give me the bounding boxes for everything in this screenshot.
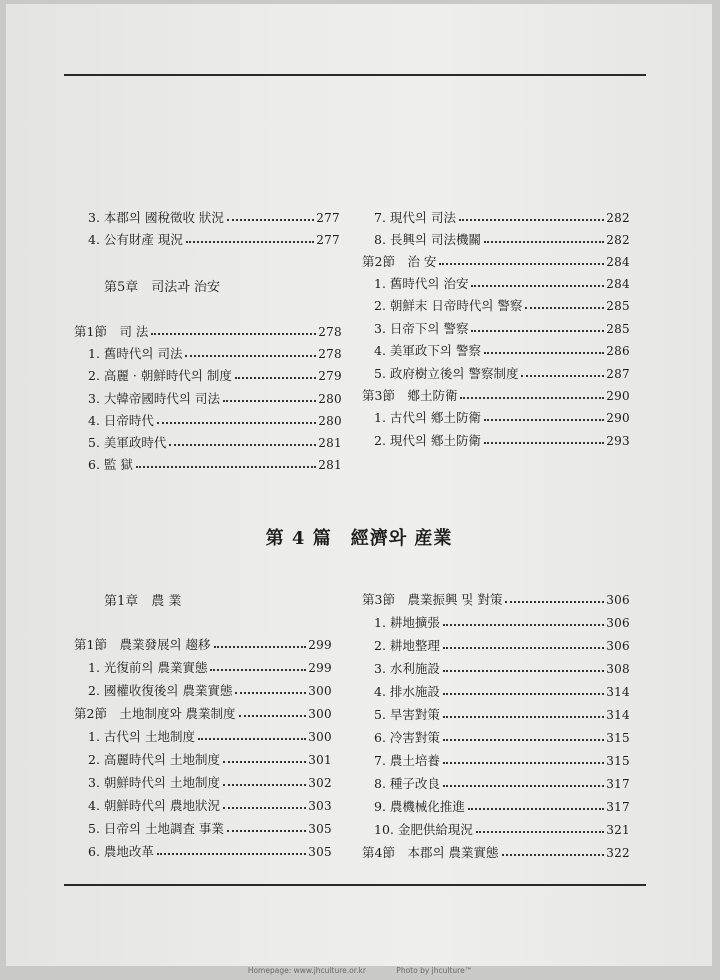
leader-dots <box>502 854 605 856</box>
toc-entry-page: 317 <box>606 777 630 791</box>
leader-dots <box>157 422 316 424</box>
toc-entry-page: 306 <box>606 639 630 653</box>
toc-entry-title: 4. 排水施設 <box>374 683 440 699</box>
leader-dots <box>525 307 604 309</box>
toc-entry-title: 4. 日帝時代 <box>88 412 154 428</box>
toc-entry-title: 1. 古代의 土地制度 <box>88 728 195 744</box>
toc-entry <box>88 838 332 858</box>
leader-dots <box>185 355 316 357</box>
toc-entry-title: 第3節 鄕土防衛 <box>362 387 458 403</box>
photo-credit: Photo by jhculture™ <box>396 966 473 975</box>
toc-entry <box>374 270 630 290</box>
toc-entry-page: 300 <box>308 707 332 721</box>
toc-section-entry <box>362 586 630 606</box>
toc-section-entry <box>362 839 630 859</box>
leader-dots <box>227 219 314 221</box>
toc-entry <box>374 292 630 312</box>
leader-dots <box>223 761 306 763</box>
toc-entry-page: 315 <box>606 731 630 745</box>
leader-dots <box>484 352 604 354</box>
toc-entry-page: 282 <box>606 233 630 247</box>
toc-entry <box>374 360 630 380</box>
toc-entry <box>374 655 630 675</box>
toc-entry-page: 279 <box>318 369 342 383</box>
toc-entry <box>88 204 340 224</box>
toc-entry <box>374 747 630 767</box>
toc-entry <box>374 632 630 652</box>
leader-dots <box>210 669 306 671</box>
toc-entry-title: 5. 美軍政時代 <box>88 434 167 450</box>
leader-dots <box>471 285 604 287</box>
toc-entry-title: 8. 長興의 司法機關 <box>374 231 481 247</box>
leader-dots <box>443 670 604 672</box>
leader-dots <box>223 807 306 809</box>
toc-entry <box>374 678 630 698</box>
top-rule <box>64 74 646 76</box>
toc-entry-title: 1. 光復前의 農業實態 <box>88 659 208 675</box>
toc-entry-title: 3. 日帝下의 警察 <box>374 320 469 336</box>
toc-entry-title: 9. 農機械化推進 <box>374 798 465 814</box>
toc-entry-title: 5. 旱害對策 <box>374 706 440 722</box>
toc-entry-title: 4. 朝鮮時代의 農地狀況 <box>88 797 220 813</box>
leader-dots <box>443 785 604 787</box>
toc-entry <box>374 204 630 224</box>
toc-entry <box>374 337 630 357</box>
toc-section-entry <box>74 318 342 338</box>
toc-entry <box>374 609 630 629</box>
leader-dots <box>136 466 316 468</box>
leader-dots <box>468 808 604 810</box>
toc-entry-page: 280 <box>318 392 342 406</box>
toc-entry-title: 1. 耕地擴張 <box>374 614 440 630</box>
toc-entry <box>374 315 630 335</box>
toc-entry <box>374 816 630 836</box>
toc-entry-page: 314 <box>606 685 630 699</box>
toc-entry-title: 6. 農地改革 <box>88 843 154 859</box>
toc-entry-title: 3. 朝鮮時代의 土地制度 <box>88 774 220 790</box>
leader-dots <box>443 647 604 649</box>
chapter-heading: 第1章 農 業 <box>104 594 182 609</box>
toc-entry-title: 第1節 司 法 <box>74 323 149 339</box>
toc-entry-page: 308 <box>606 662 630 676</box>
toc-entry <box>88 429 342 449</box>
part-title: 第 4 篇 經濟와 産業 <box>265 528 453 549</box>
leader-dots <box>476 831 604 833</box>
leader-dots <box>439 263 604 265</box>
toc-entry-title: 10. 金肥供給現況 <box>374 821 473 837</box>
toc-entry-title: 第1節 農業發展의 趨移 <box>74 636 211 652</box>
toc-entry-title: 2. 朝鮮末 日帝時代의 警察 <box>374 297 523 313</box>
toc-entry-page: 285 <box>606 299 630 313</box>
toc-entry-page: 284 <box>606 255 630 269</box>
toc-entry-page: 281 <box>318 458 342 472</box>
toc-entry-title: 第4節 本郡의 農業實態 <box>362 844 499 860</box>
toc-entry-page: 293 <box>606 434 630 448</box>
toc-entry-title: 第2節 土地制度와 農業制度 <box>74 705 236 721</box>
toc-entry-title: 1. 古代의 鄕土防衛 <box>374 409 481 425</box>
toc-entry <box>88 451 342 471</box>
toc-entry-title: 2. 高麗 · 朝鮮時代의 制度 <box>88 367 232 383</box>
bottom-rule <box>64 884 646 886</box>
leader-dots <box>214 646 307 648</box>
toc-entry <box>88 226 340 246</box>
leader-dots <box>443 739 604 741</box>
toc-entry-page: 305 <box>308 845 332 859</box>
toc-entry <box>374 701 630 721</box>
leader-dots <box>235 377 316 379</box>
toc-entry <box>88 677 332 697</box>
toc-entry-title: 第2節 治 安 <box>362 253 437 269</box>
toc-entry-title: 2. 現代의 鄕土防衛 <box>374 432 481 448</box>
leader-dots <box>459 219 604 221</box>
leader-dots <box>239 715 307 717</box>
toc-entry-page: 278 <box>318 347 342 361</box>
toc-entry <box>374 770 630 790</box>
toc-entry <box>88 362 342 382</box>
toc-entry-page: 303 <box>308 799 332 813</box>
toc-entry <box>374 404 630 424</box>
toc-entry-page: 285 <box>606 322 630 336</box>
toc-entry-page: 280 <box>318 414 342 428</box>
book-page <box>6 4 712 966</box>
chapter-heading: 第5章 司法과 治安 <box>104 280 220 295</box>
toc-entry <box>88 385 342 405</box>
leader-dots <box>227 830 306 832</box>
toc-section-entry <box>362 382 630 402</box>
leader-dots <box>484 241 604 243</box>
toc-section-entry <box>74 700 332 720</box>
toc-entry-page: 290 <box>606 411 630 425</box>
toc-entry-title: 5. 政府樹立後의 警察制度 <box>374 365 519 381</box>
toc-entry-title: 4. 美軍政下의 警察 <box>374 342 481 358</box>
toc-entry-title: 6. 監 獄 <box>88 456 133 472</box>
toc-entry-page: 306 <box>606 593 630 607</box>
toc-entry-page: 282 <box>606 211 630 225</box>
toc-entry-page: 277 <box>316 211 340 225</box>
toc-entry-page: 290 <box>606 389 630 403</box>
leader-dots <box>151 333 316 335</box>
toc-entry-title: 7. 現代의 司法 <box>374 209 456 225</box>
toc-entry-page: 322 <box>606 846 630 860</box>
leader-dots <box>471 330 604 332</box>
leader-dots <box>223 400 316 402</box>
toc-entry <box>88 723 332 743</box>
toc-entry <box>374 226 630 246</box>
toc-entry-page: 299 <box>308 638 332 652</box>
toc-entry-title: 3. 本郡의 國稅徵收 狀況 <box>88 209 224 225</box>
toc-entry <box>88 746 332 766</box>
toc-entry-title: 2. 耕地整理 <box>374 637 440 653</box>
toc-entry-title: 5. 日帝의 土地調査 事業 <box>88 820 224 836</box>
toc-entry-title: 3. 水利施設 <box>374 660 440 676</box>
leader-dots <box>169 444 316 446</box>
toc-entry-page: 302 <box>308 776 332 790</box>
toc-entry <box>88 340 342 360</box>
toc-entry-page: 287 <box>606 367 630 381</box>
toc-entry-title: 8. 種子改良 <box>374 775 440 791</box>
toc-entry-page: 277 <box>316 233 340 247</box>
leader-dots <box>443 716 604 718</box>
leader-dots <box>460 397 604 399</box>
toc-entry-page: 278 <box>318 325 342 339</box>
leader-dots <box>198 738 306 740</box>
leader-dots <box>223 784 306 786</box>
toc-entry-title: 2. 高麗時代의 土地制度 <box>88 751 220 767</box>
toc-entry-page: 305 <box>308 822 332 836</box>
toc-entry-page: 281 <box>318 436 342 450</box>
photo-credit-footer <box>0 966 720 975</box>
toc-entry-page: 317 <box>606 800 630 814</box>
leader-dots <box>521 375 604 377</box>
toc-entry <box>374 793 630 813</box>
toc-entry-page: 315 <box>606 754 630 768</box>
leader-dots <box>235 692 306 694</box>
toc-entry <box>374 724 630 744</box>
toc-entry-title: 第3節 農業振興 및 對策 <box>362 591 503 607</box>
toc-entry-page: 314 <box>606 708 630 722</box>
leader-dots <box>157 853 306 855</box>
toc-entry-page: 284 <box>606 277 630 291</box>
toc-entry-page: 300 <box>308 730 332 744</box>
leader-dots <box>186 241 314 243</box>
toc-entry <box>374 427 630 447</box>
toc-entry-title: 1. 舊時代의 司法 <box>88 345 183 361</box>
toc-entry-page: 321 <box>606 823 630 837</box>
leader-dots <box>484 419 604 421</box>
leader-dots <box>484 442 604 444</box>
toc-entry-title: 1. 舊時代의 治安 <box>374 275 469 291</box>
leader-dots <box>443 762 604 764</box>
toc-entry-title: 7. 農土培養 <box>374 752 440 768</box>
toc-entry-title: 4. 公有財產 現況 <box>88 231 183 247</box>
toc-section-entry <box>74 631 332 651</box>
toc-entry-title: 2. 國權收復後의 農業實態 <box>88 682 233 698</box>
leader-dots <box>443 693 604 695</box>
toc-entry <box>88 769 332 789</box>
toc-section-entry <box>362 248 630 268</box>
toc-entry-title: 3. 大韓帝國時代의 司法 <box>88 390 220 406</box>
toc-entry <box>88 792 332 812</box>
toc-entry-page: 301 <box>308 753 332 767</box>
toc-entry-page: 300 <box>308 684 332 698</box>
toc-entry <box>88 654 332 674</box>
toc-entry <box>88 407 342 427</box>
leader-dots <box>505 601 604 603</box>
leader-dots <box>443 624 604 626</box>
toc-entry <box>88 815 332 835</box>
homepage-credit: Homepage: www.jhculture.or.kr <box>247 966 366 975</box>
toc-entry-page: 299 <box>308 661 332 675</box>
toc-entry-title: 6. 冷害對策 <box>374 729 440 745</box>
toc-entry-page: 286 <box>606 344 630 358</box>
toc-entry-page: 306 <box>606 616 630 630</box>
